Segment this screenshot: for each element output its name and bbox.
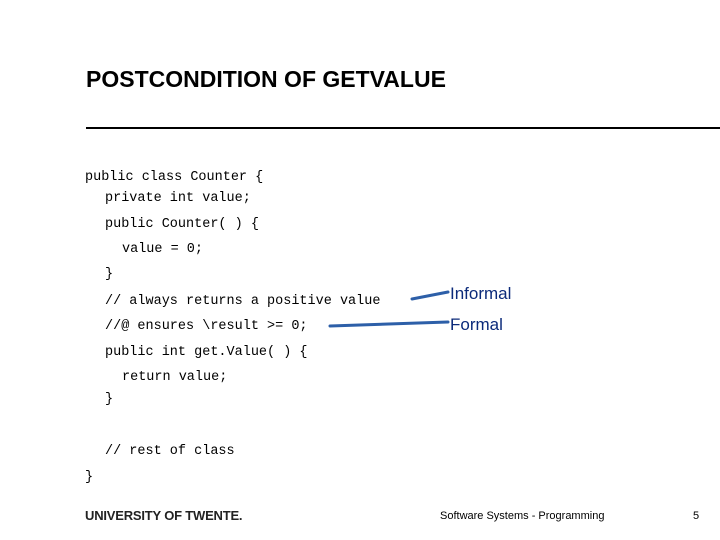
formal-callout-label: Formal [450, 315, 503, 334]
formal-connector-line [330, 322, 448, 326]
code-line-close-class: } [85, 470, 94, 485]
code-line-assignment: value = 0; [122, 242, 204, 257]
informal-connector-line [412, 292, 448, 299]
code-line-return: return value; [122, 370, 228, 385]
code-line-close-constructor: } [105, 267, 114, 282]
code-line-getvalue-method: public int get.Value( ) { [105, 345, 308, 360]
informal-callout-label: Informal [450, 284, 512, 303]
code-line-class-declaration: public class Counter { [85, 170, 264, 185]
footer-course-title: Software Systems - Programming [440, 510, 605, 522]
page-number: 5 [693, 510, 700, 522]
university-logo: UNIVERSITY OF TWENTE. [85, 508, 243, 523]
code-line-informal-comment: // always returns a positive value [105, 294, 381, 309]
slide-title: POSTCONDITION OF GETVALUE [86, 66, 446, 92]
code-line-jml-postcondition: //@ ensures \result >= 0; [105, 319, 308, 334]
code-line-rest-comment: // rest of class [105, 444, 235, 459]
code-line-field: private int value; [105, 191, 251, 206]
title-divider [86, 127, 720, 129]
code-line-close-method: } [105, 392, 114, 407]
code-line-constructor: public Counter( ) { [105, 217, 259, 232]
